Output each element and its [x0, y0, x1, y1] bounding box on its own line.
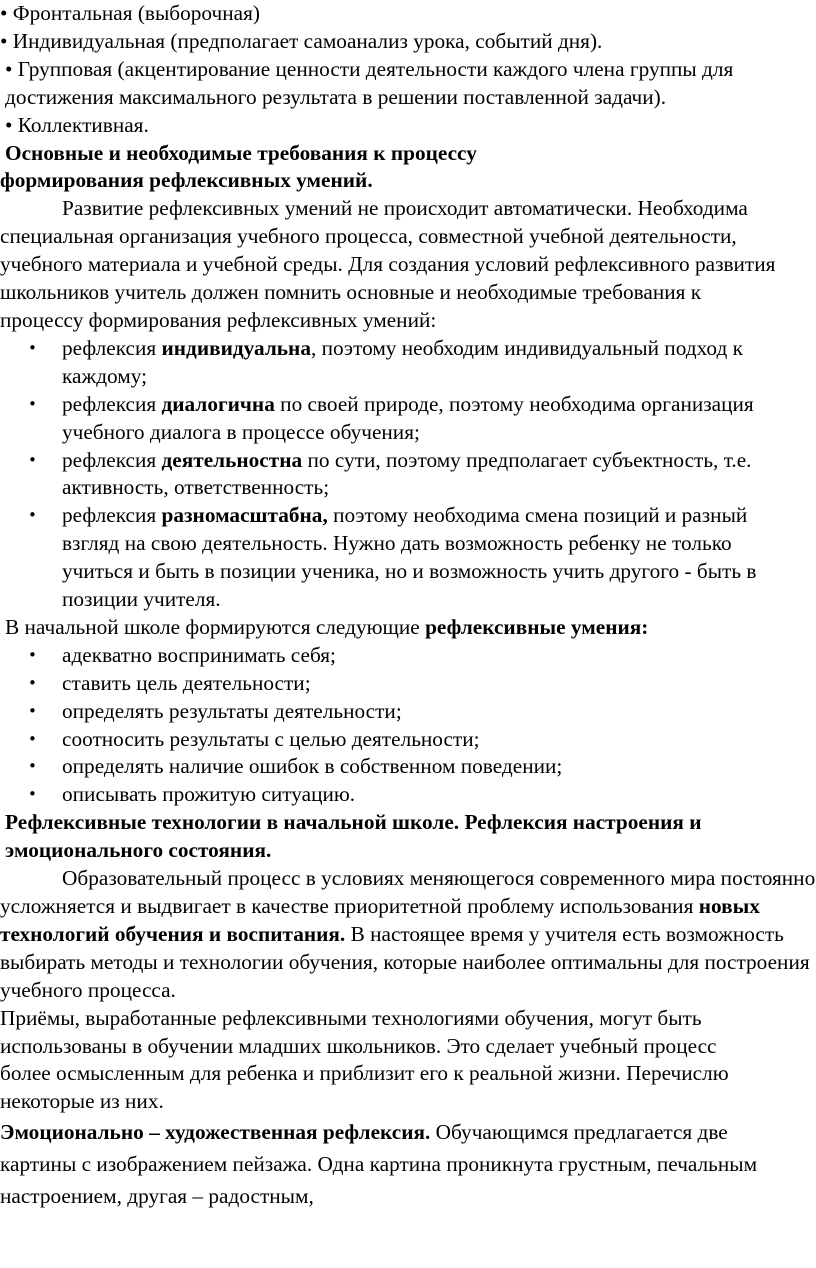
- section2-paragraph1: Образовательный процесс в условиях меняющегося современного мира постоянно усложняется и выдвигает в качестве приоритетной проблему использования новых технологий обучения и воспитания. В настоящее время у учителя есть возможность выбирать методы и технологии обучения, которые наиболее оптимальны для построения учебного процесса.: [0, 866, 816, 1002]
- intro-item-individual: • Индивидуальная (предполагает самоанализ урока, событий дня).: [0, 28, 603, 53]
- section2-heading: Рефлексивные технологии в начальной школе. Рефлексия настроения и эмоционального состояния.: [5, 810, 702, 863]
- requirement-item: • рефлексия разномасштабна, поэтому необходима смена позиций и разный взгляд на свою деятельность. Нужно дать возможность ребенку не только учиться и быть в позиции ученика, но и возможность учить другого - быть в позиции учителя.: [0, 502, 804, 614]
- section2-paragraph3: Эмоционально – художественная рефлексия. Обучающимся предлагается две картины с изображением пейзажа. Одна картина проникнута грустным, печальным настроением, другая – радостным,: [0, 1120, 758, 1209]
- section1-heading-line1: Основные и необходимые требования к процессу: [5, 140, 477, 165]
- requirements-list: [0, 335, 816, 614]
- intro-item-collective: • Коллективная.: [5, 112, 149, 137]
- requirement-item: • рефлексия деятельностна по сути, поэтому предполагает субъектность, т.е. активность, ответственность;: [0, 447, 804, 503]
- skill-item: • определять наличие ошибок в собственном поведении;: [0, 753, 816, 781]
- section1-heading-line2: формирования рефлексивных умений.: [0, 168, 373, 193]
- skill-item: • ставить цель деятельности;: [0, 670, 816, 698]
- skills-list: [0, 642, 816, 809]
- intro-item-frontal: • Фронтальная (выборочная): [0, 1, 260, 25]
- skills-intro: В начальной школе формируются следующие рефлексивные умения:: [5, 614, 649, 639]
- skill-item: • адекватно воспринимать себя;: [0, 642, 816, 670]
- section2-paragraph2: Приёмы, выработанные рефлексивными технологиями обучения, могут быть использованы в обучении младших школьников. Это сделает учебный процесс более осмысленным для ребенка и приблизит его к реальной жизни. Перечислю некоторые из них.: [0, 1005, 729, 1114]
- intro-item-group: • Групповая (акцентирование ценности деятельности каждого члена группы для достижения максимального результата в решении поставленной задачи).: [5, 56, 734, 109]
- requirement-item: • рефлексия диалогична по своей природе, поэтому необходима организация учебного диалога в процессе обучения;: [0, 391, 804, 447]
- skill-item: • описывать прожитую ситуацию.: [0, 781, 816, 809]
- section1-paragraph: Развитие рефлексивных умений не происходит автоматически. Необходима специальная организация учебного процесса, совместной учебной деятельности, учебного материала и учебной среды. Для создания условий рефлексивного развития школьников учитель должен помнить основные и необходимые требования к процессу формирования рефлексивных умений:: [0, 196, 776, 332]
- skill-item: • определять результаты деятельности;: [0, 698, 816, 726]
- requirement-item: • рефлексия индивидуальна, поэтому необходим индивидуальный подход к каждому;: [0, 335, 804, 391]
- skill-item: • соотносить результаты с целью деятельности;: [0, 726, 816, 754]
